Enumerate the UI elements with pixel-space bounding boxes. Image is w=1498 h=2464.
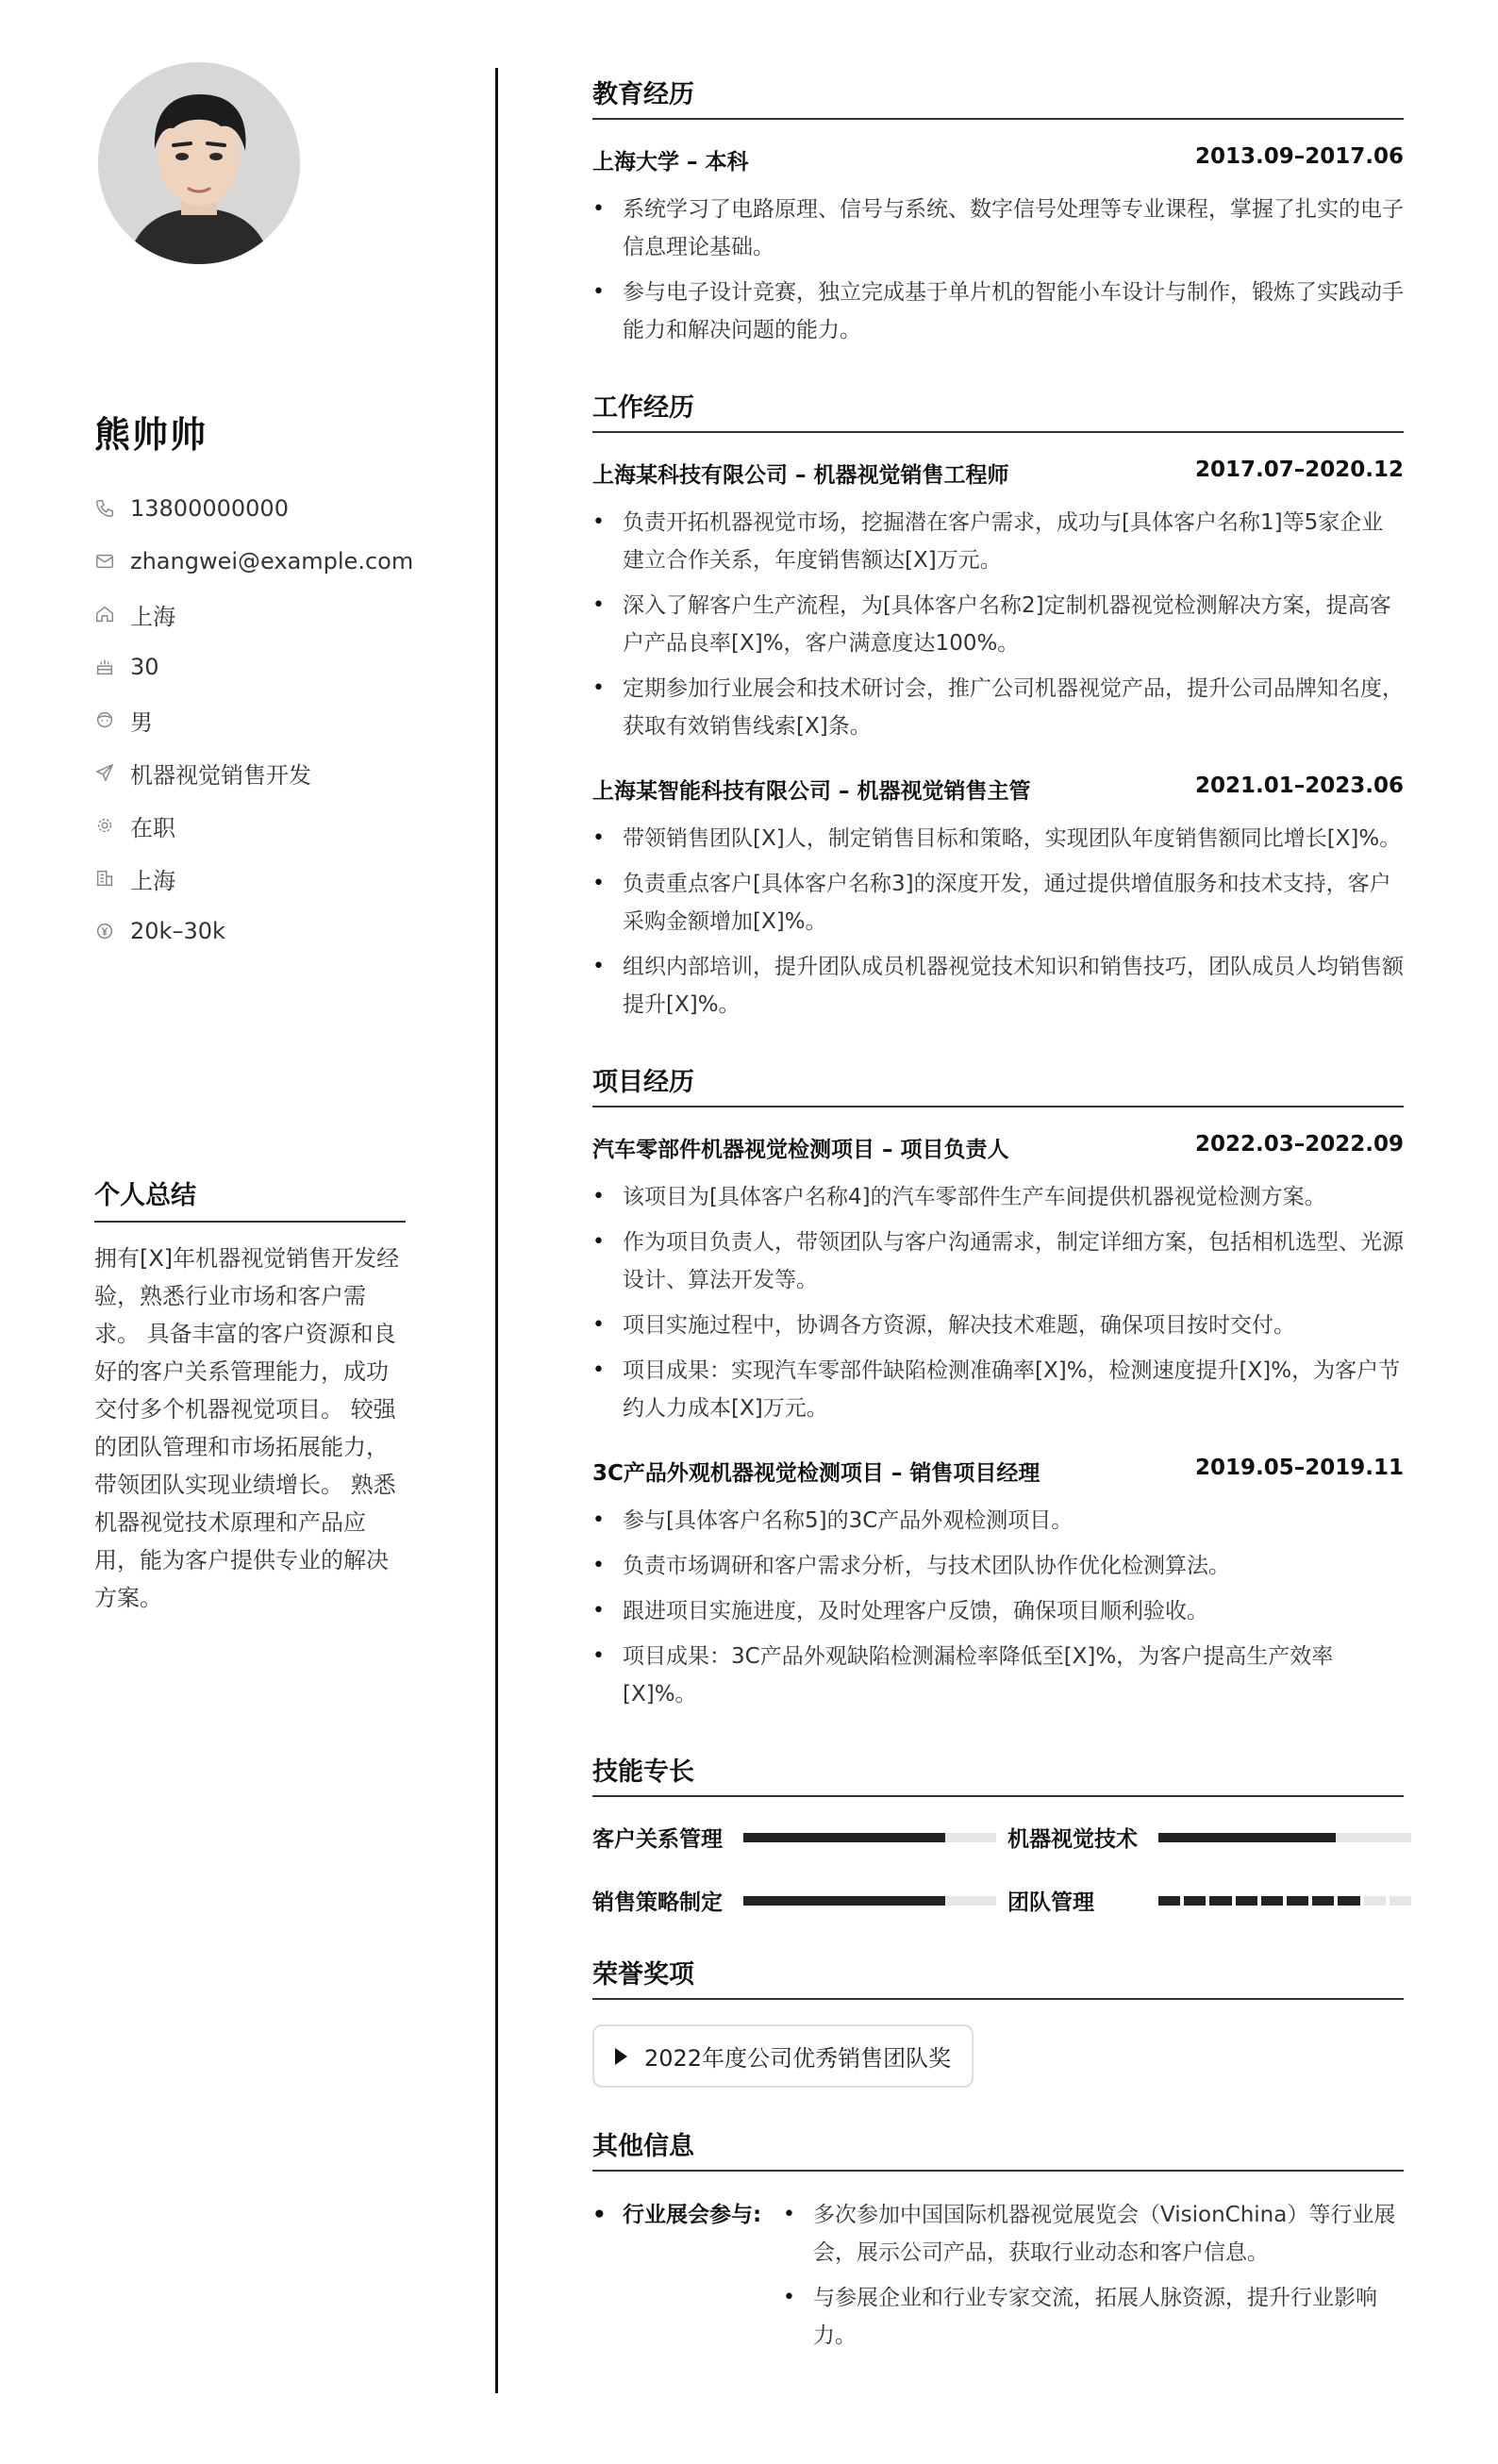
list-item: • 项目成果：3C产品外观缺陷检测漏检率降低至[X]%，为客户提高生产效率[X]%。 [592,1638,1404,1713]
age-text: 30 [130,654,159,680]
award-text: 2022年度公司优秀销售团队奖 [644,2045,952,2072]
gender-text: 男 [130,708,153,736]
list-item: • 组织内部培训，提升团队成员机器视觉技术知识和销售技巧，团队成员人均销售额提升[X]%。 [592,948,1404,1024]
education-section [592,74,1404,349]
status-text: 在职 [130,814,175,841]
list-item: • 负责市场调研和客户需求分析，与技术团队协作优化检测算法。 [592,1547,1404,1585]
info-age [94,641,406,693]
building-icon [94,868,115,889]
work-section [592,387,1404,1024]
project-entry [592,1132,1404,1427]
work-title: 工作经历 [592,387,1404,433]
send-icon [94,762,115,783]
skill-segment [1287,1896,1308,1906]
projects-title: 项目经历 [592,1061,1404,1107]
home-icon [94,604,115,624]
skill-segment [1312,1896,1334,1906]
entry-date: 2013.09–2017.06 [1194,144,1404,169]
avatar-portrait-icon [98,62,300,264]
entry-header [592,1456,1404,1487]
city-text: 上海 [130,867,175,894]
skill-item [1007,1822,1423,1853]
skill-bar-fill [743,1833,945,1842]
list-item: • 参与电子设计竞赛，独立完成基于单片机的智能小车设计与制作，锻炼了实践动手能力和解决问题的能力。 [592,274,1404,349]
skill-segment [1338,1896,1359,1906]
info-gender [94,693,406,746]
entry-date: 2017.07–2020.12 [1194,458,1404,482]
skill-segment [1158,1896,1180,1906]
phone-icon [94,498,115,519]
info-job-target [94,746,406,799]
list-item: • 该项目为[具体客户名称4]的汽车零部件生产车间提供机器视觉检测方案。 [592,1178,1404,1216]
entry-heading: 上海某科技有限公司 – 机器视觉销售工程师 [592,463,1009,488]
skills-section [592,1751,1404,1916]
summary-section [94,1174,406,1617]
skills-title: 技能专长 [592,1751,1404,1797]
work-entry [592,458,1404,745]
job-target-text: 机器视觉销售开发 [130,761,311,789]
info-city [94,852,406,905]
list-item: • 多次参加中国国际机器视觉展览会（VisionChina）等行业展会，展示公司产品，获取行业动态和客户信息。 [783,2196,1404,2272]
summary-text: 拥有[X]年机器视觉销售开发经验，熟悉行业市场和客户需求。 具备丰富的客户资源和良好的客户关系管理能力，成功交付多个机器视觉项目。 较强的团队管理和市场拓展能力，带领团队实现业绩增长。 熟悉机器视觉技术原理和产品应用，能为客户提供专业的解决方案。 [94,1245,400,1611]
entry-header [592,1132,1404,1163]
gender-icon [94,709,115,730]
project-entry [592,1456,1404,1713]
list-item: • 跟进项目实施进度，及时处理客户反馈，确保项目顺利验收。 [592,1592,1404,1630]
skill-segment [1184,1896,1206,1906]
skill-name: 机器视觉技术 [1007,1827,1138,1852]
skill-segment-bar [1158,1896,1411,1906]
summary-title: 个人总结 [94,1174,406,1223]
skill-bar-fill [1158,1833,1336,1842]
skill-name: 销售策略制定 [592,1890,723,1915]
list-item: • 带领销售团队[X]人，制定销售目标和策略，实现团队年度销售额同比增长[X]%。 [592,820,1404,857]
skill-segment [1236,1896,1257,1906]
award-badge [592,2024,974,2088]
avatar [98,62,300,264]
bullet-list [592,820,1404,1024]
entry-heading: 上海大学 – 本科 [592,150,749,175]
entry-heading: 3C产品外观机器视觉检测项目 – 销售项目经理 [592,1461,1040,1486]
list-item: • 与参展企业和行业专家交流，拓展人脉资源，提升行业影响力。 [783,2279,1404,2355]
skill-item [592,1885,1007,1916]
salary-text: 20k–30k [130,918,225,944]
other-section [592,2125,1404,2362]
list-item: • 系统学习了电路原理、信号与系统、数字信号处理等专业课程，掌握了扎实的电子信息理论基础。 [592,191,1404,266]
skill-segment [1364,1896,1386,1906]
skill-segment [1390,1896,1411,1906]
skill-segment [1209,1896,1231,1906]
skill-item [592,1822,1007,1853]
bullet-list [592,1502,1404,1713]
main-column [592,74,1404,2400]
cake-icon [94,657,115,677]
list-item: • 负责重点客户[具体客户名称3]的深度开发，通过提供增值服务和技术支持，客户采购金额增加[X]%。 [592,865,1404,941]
list-item: • 作为项目负责人，带领团队与客户沟通需求，制定详细方案，包括相机选型、光源设计、算法开发等。 [592,1224,1404,1299]
entry-heading: 上海某智能科技有限公司 – 机器视觉销售主管 [592,779,1031,804]
mail-icon [94,551,115,572]
list-item: • 项目实施过程中，协调各方资源，解决技术难题，确保项目按时交付。 [592,1307,1404,1344]
sidebar [94,62,414,1617]
other-title: 其他信息 [592,2125,1404,2172]
info-salary [94,905,406,957]
email-text: zhangwei@example.com [130,548,414,574]
list-item: • 参与[具体客户名称5]的3C产品外观检测项目。 [592,1502,1404,1540]
education-title: 教育经历 [592,74,1404,120]
phone-text: 13800000000 [130,495,289,522]
projects-section [592,1061,1404,1713]
work-entry [592,774,1404,1024]
other-item [592,2196,1404,2362]
skills-grid [592,1822,1404,1916]
entry-header [592,774,1404,805]
entry-header [592,458,1404,489]
list-item: • 定期参加行业展会和技术研讨会，推广公司机器视觉产品，提升公司品牌知名度，获取有效销售线索[X]条。 [592,670,1404,745]
bullet-list [592,1178,1404,1427]
other-label: • 行业展会参与: [592,2196,783,2362]
column-divider [495,68,498,2393]
skill-bar-fill [743,1896,945,1906]
info-phone [94,482,406,535]
bullet-list [592,504,1404,745]
candidate-name: 熊帅帅 [94,414,208,456]
skill-item [1007,1885,1423,1916]
info-location [94,588,406,641]
list-item: • 项目成果：实现汽车零部件缺陷检测准确率[X]%，检测速度提升[X]%，为客户节约人力成本[X]万元。 [592,1352,1404,1427]
list-item: • 负责开拓机器视觉市场，挖掘潜在客户需求，成功与[具体客户名称1]等5家企业建立合作关系，年度销售额达[X]万元。 [592,504,1404,579]
skill-bar [743,1896,996,1906]
bullet-list [592,191,1404,349]
entry-header [592,144,1404,175]
entry-date: 2019.05–2019.11 [1194,1456,1404,1480]
list-item: • 深入了解客户生产流程，为[具体客户名称2]定制机器视觉检测解决方案，提高客户产品良率[X]%，客户满意度达100%。 [592,587,1404,662]
skill-segment [1261,1896,1283,1906]
play-icon [615,2048,627,2065]
contact-info-list [94,482,414,957]
bullet-list [783,2196,1404,2362]
awards-section [592,1954,1404,2088]
education-entry [592,144,1404,349]
status-icon [94,815,115,836]
awards-title: 荣誉奖项 [592,1954,1404,2000]
entry-heading: 汽车零部件机器视觉检测项目 – 项目负责人 [592,1138,1009,1162]
entry-date: 2022.03–2022.09 [1194,1132,1404,1157]
entry-date: 2021.01–2023.06 [1194,774,1404,798]
info-status [94,799,406,852]
skill-name: 团队管理 [1007,1890,1094,1915]
location-text: 上海 [130,603,175,630]
info-email [94,535,414,588]
skill-name: 客户关系管理 [592,1827,723,1852]
skill-bar [743,1833,996,1842]
skill-bar [1158,1833,1411,1842]
salary-icon [94,921,115,941]
